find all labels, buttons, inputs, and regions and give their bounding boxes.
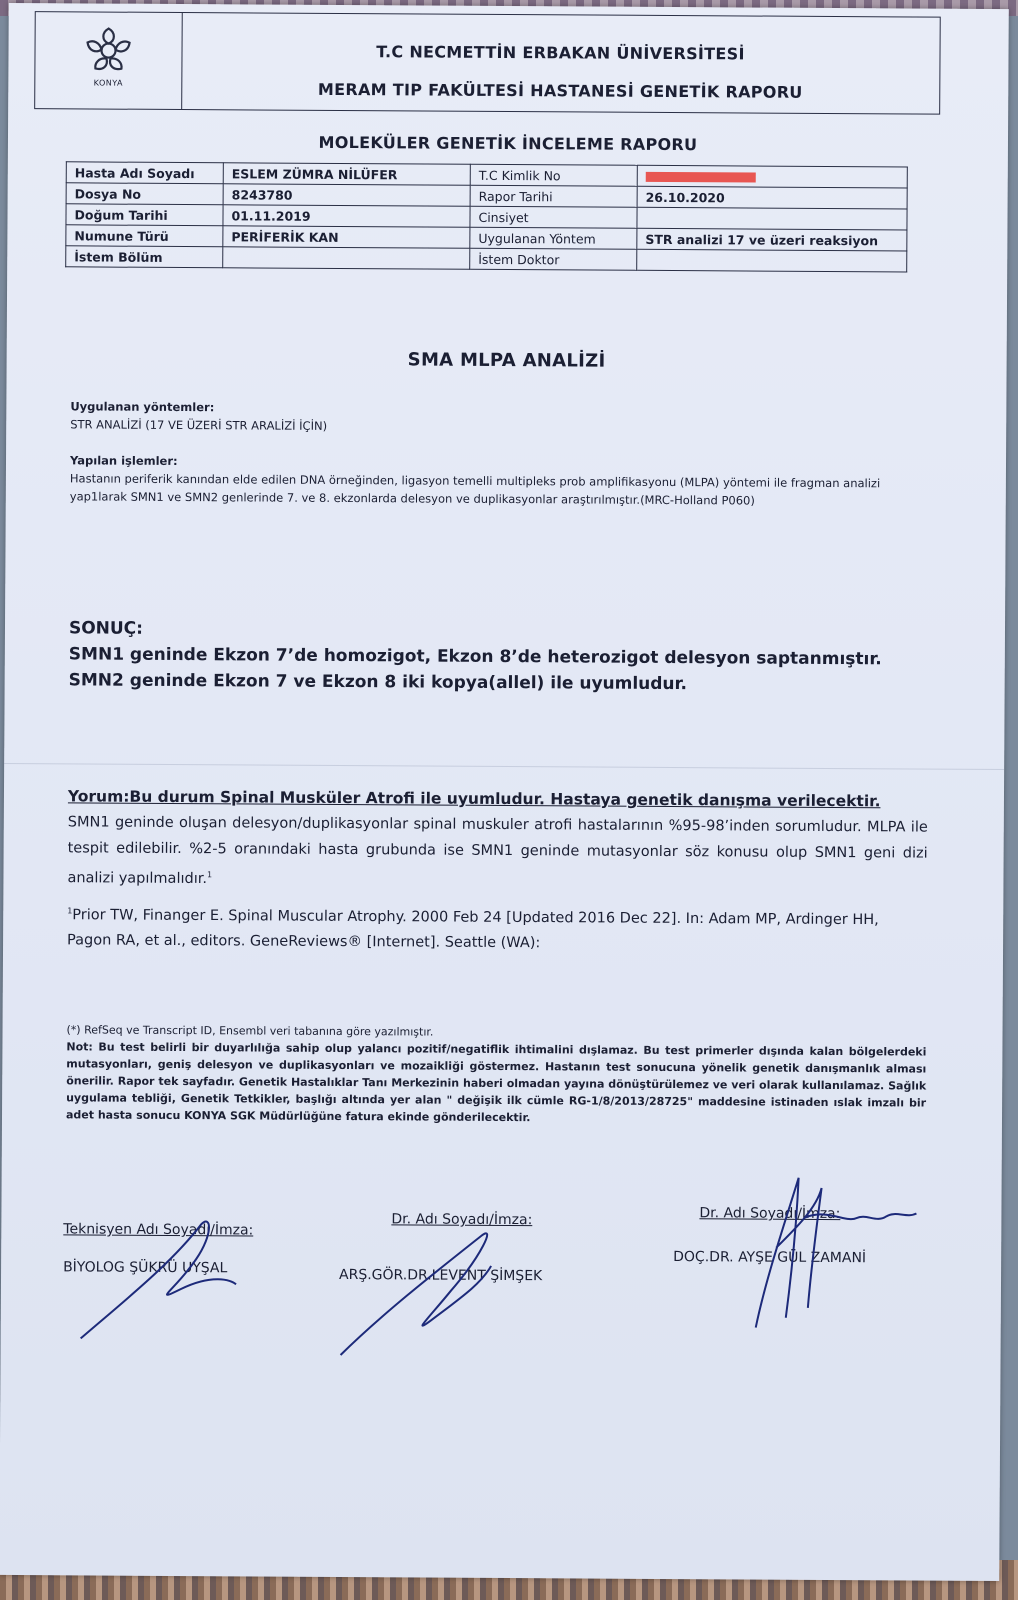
patient-info-table — [65, 161, 908, 272]
signature-title: Teknisyen Adı Soyadı/İmza: — [63, 1221, 254, 1239]
logo-cell — [35, 12, 183, 109]
result-line-1: SMN1 geninde Ekzon 7’de homozigot, Ekzon 8’de heterozigot delesyon saptanmıştır. — [68, 644, 882, 670]
table-row — [66, 246, 907, 272]
doctor1-handwritten-signature — [330, 1205, 531, 1366]
signature-name: DOÇ.DR. AYŞE GÜL ZAMANİ — [673, 1249, 867, 1267]
procedures-text: Hastanın periferik kanından elde edilen DNA örneğinden, ligasyon temelli multipleks prob amplifikasyonu (MLPA) yöntemi ile fragman analizi yap1larak SMN1 ve SMN2 genlerinde 7. ve 8. ekzonlarda delesyon ve duplikasyonlar araştırılmıştır.(MRC-Holland P060) — [69, 471, 881, 508]
table-label: Doğum Tarihi — [66, 204, 223, 226]
id-number-redacted — [637, 165, 907, 188]
header-box — [34, 11, 941, 115]
table-value: 01.11.2019 — [223, 205, 470, 228]
hospital-report-name: MERAM TIP FAKÜLTESİ HASTANESİ GENETİK RAPORU — [317, 79, 803, 102]
signature-name: ARŞ.GÖR.DR.LEVENT ŞİMŞEK — [338, 1267, 543, 1285]
table-label: Hasta Adı Soyadı — [66, 162, 223, 184]
footnote-marker: 1 — [67, 906, 73, 916]
logo-caption: KONYA — [93, 78, 124, 88]
table-value: ESLEM ZÜMRA NİLÜFER — [223, 163, 470, 186]
signature-title: Dr. Adı Soyadı/İmza: — [391, 1211, 533, 1229]
result-line-2: SMN2 geninde Ekzon 7 ve Ekzon 8 iki kopya(allel) ile uyumludur. — [68, 670, 688, 695]
methods-heading: Uygulanan yöntemler: — [70, 399, 215, 415]
table-label: İstem Doktor — [470, 248, 637, 270]
methods-text: STR ANALİZİ (17 VE ÜZERİ STR ARALİZİ İÇİN) — [70, 417, 328, 433]
paper-fold — [4, 763, 1004, 770]
table-label: Cinsiyet — [470, 206, 637, 228]
doctor2-handwritten-signature — [716, 1167, 937, 1338]
comment-heading: Yorum:Bu durum Spinal Musküler Atrofi ile uyumludur. Hastaya genetik danışma verilecektir. — [67, 787, 881, 811]
table-value: 26.10.2020 — [637, 186, 907, 209]
section-title: SMA MLPA ANALİZİ — [407, 349, 606, 372]
technician-handwritten-signature — [61, 1203, 282, 1354]
table-label: Numune Türü — [66, 225, 223, 247]
table-label: Uygulanan Yöntem — [470, 227, 637, 249]
result-heading: SONUÇ: — [68, 618, 144, 639]
comment-text — [67, 809, 927, 896]
table-label: Dosya No — [66, 183, 223, 205]
notes-block — [66, 1021, 927, 1128]
report-title: MOLEKÜLER GENETİK İNCELEME RAPORU — [318, 132, 698, 155]
table-label: Rapor Tarihi — [470, 185, 637, 207]
redaction-mark — [646, 172, 756, 183]
comment-body: SMN1 geninde oluşan delesyon/duplikasyonlar spinal muskuler atrofi hastalarının %95-98’inden sorumludur. MLPA ile tespit edilebilir. %2-5 oranındaki hasta grubunda ise SMN1 geninde mutasyonlar söz konusu olup SMN1 geni dizi analizi yapılmalıdır. — [67, 814, 928, 888]
table-value: PERİFERİK KAN — [223, 226, 470, 249]
table-value: STR analizi 17 ve üzeri reaksiyon — [637, 228, 907, 251]
university-logo-icon — [75, 22, 141, 78]
table-value: 8243780 — [223, 184, 470, 207]
table-value — [637, 249, 907, 272]
table-label: İstem Bölüm — [66, 246, 223, 268]
methods-block — [70, 397, 930, 438]
reference-text: Prior TW, Finanger E. Spinal Muscular Atrophy. 2000 Feb 24 [Updated 2016 Dec 22]. In: Adam MP, Ardinger HH, Pagon RA, et al., editors. GeneReviews® [Internet]. Seattle (WA): — [67, 907, 879, 952]
table-value — [223, 247, 470, 270]
notes-line-1: (*) RefSeq ve Transcript ID, Ensembl veri tabanına göre yazılmıştır. — [66, 1023, 434, 1039]
procedures-heading: Yapılan işlemler: — [69, 453, 178, 469]
report-page — [0, 3, 1009, 1581]
university-name: T.C NECMETTİN ERBAKAN ÜNİVERSİTESİ — [376, 42, 745, 64]
notes-text: Not: Bu test belirli bir duyarlılığa sahip olup yalancı pozitif/negatiflik ihtimalini dışlamaz. Bu test primerler dışında kalan bölgelerdeki mutasyonları, geniş delesyon ve duplikasyonları ve mozaikliği göstermez. Hastanın test sonucuna yönelik genetik danışmanlık alması önerilir. Rapor tek sayfadır. Genetik Hastalıklar Tanı Merkezinin haberi olmadan yayına dönüştürülemez ve veri olarak kullanılamaz. Sağlık uygulama tebliği, Genetik Tetkikler, başlığı altında yer alan " değişik ilk cümle RG-1/8/2013/28725" maddesine istinaden ıslak imzalı bir adet hasta sonucu KONYA SGK Müdürlüğüne fatura ekinde gönderilecektir. — [65, 1040, 927, 1125]
signature-name: BİYOLOG ŞÜKRÜ UYŞAL — [63, 1259, 228, 1277]
table-value — [637, 207, 907, 230]
result-block — [69, 615, 929, 698]
comment-block — [67, 783, 928, 896]
reference-block — [67, 898, 927, 958]
footnote-marker: 1 — [207, 870, 213, 880]
signature-title: Dr. Adı Soyadı/İmza: — [699, 1205, 841, 1223]
table-label: T.C Kimlik No — [470, 164, 637, 186]
procedures-block — [70, 451, 930, 510]
